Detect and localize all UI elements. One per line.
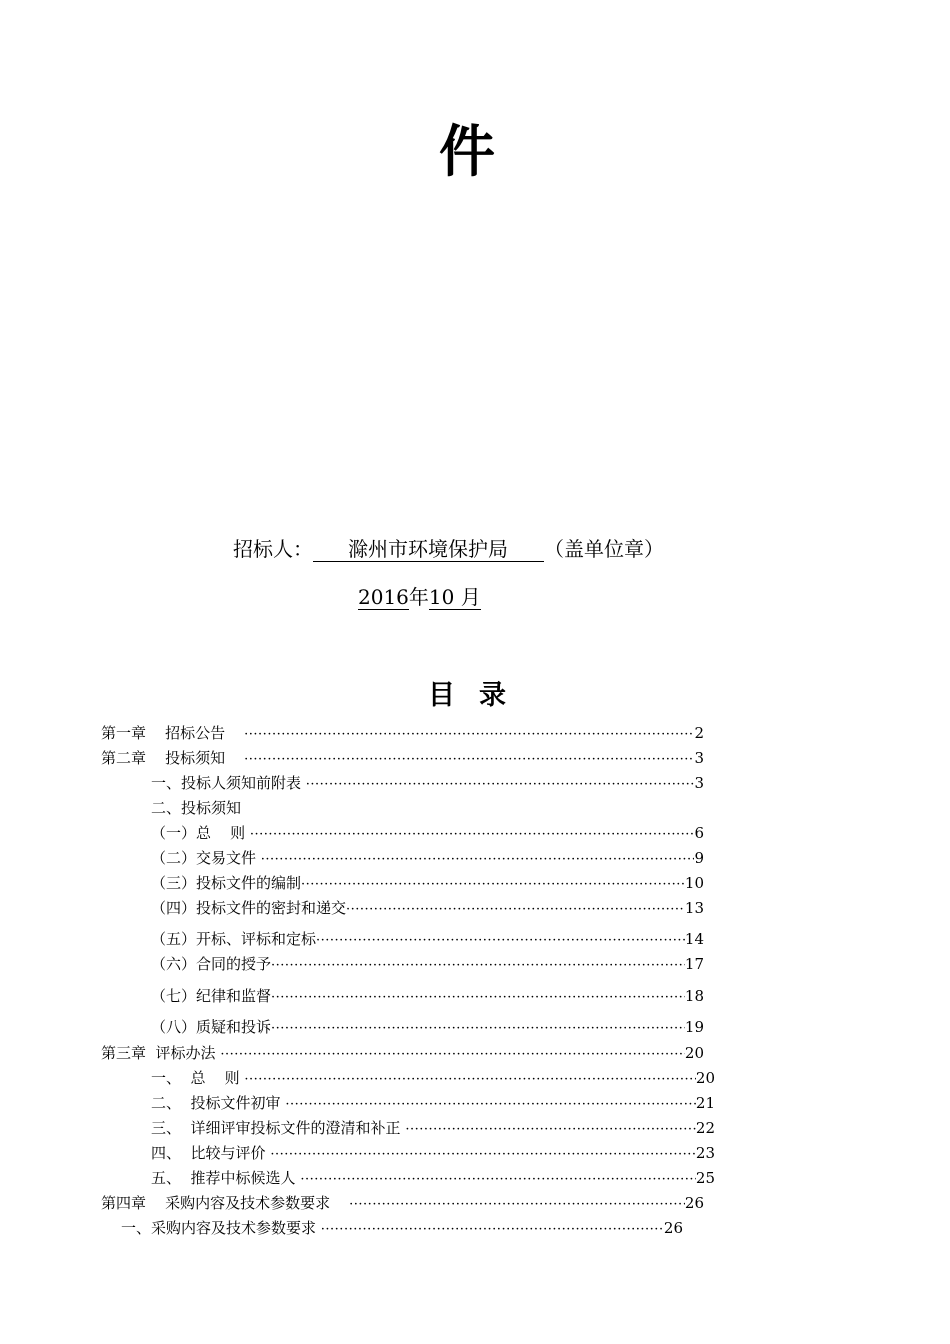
- toc-entry-label: 四、 比较与评价: [151, 1144, 271, 1162]
- toc-leader-dots: [244, 749, 694, 771]
- toc-entry-2-1[interactable]: [151, 772, 704, 794]
- toc-entry-page: 3: [694, 749, 704, 767]
- toc-entry-page: 18: [684, 987, 704, 1005]
- toc-entry-3-1[interactable]: [151, 1067, 715, 1089]
- toc-leader-dots: [270, 1144, 696, 1166]
- date-year-unit: 年: [408, 585, 429, 609]
- toc-entry-3-3[interactable]: [151, 1117, 715, 1139]
- toc-leader-dots: [244, 724, 694, 746]
- toc-entry-page: 20: [684, 1044, 704, 1062]
- toc-entry-4-1[interactable]: [121, 1217, 683, 1239]
- toc-entry-page: 13: [684, 899, 704, 917]
- toc-entry-chapter-2[interactable]: [101, 747, 704, 769]
- toc-entry-2-2-1[interactable]: [151, 822, 704, 844]
- toc-entry-label: （六）合同的授予: [151, 955, 272, 973]
- toc-entry-label: 二、投标须知: [151, 799, 242, 817]
- toc-leader-dots: [220, 1044, 685, 1066]
- toc-entry-page: 2: [694, 724, 704, 742]
- toc-leader-dots: [405, 1119, 696, 1141]
- toc-entry-label: 二、 投标文件初审: [151, 1094, 286, 1112]
- tenderer-name: 滁州市环境保护局: [313, 537, 544, 562]
- toc-entry-page: 14: [684, 930, 704, 948]
- toc-entry-page: 21: [695, 1094, 715, 1112]
- toc-entry-label: 第三章 评标办法: [101, 1044, 221, 1062]
- toc-leader-dots: [271, 987, 685, 1009]
- toc-entry-page: 3: [694, 774, 704, 792]
- toc-entry-chapter-1[interactable]: [101, 722, 704, 744]
- toc-entry-page: 26: [684, 1194, 704, 1212]
- toc-entry-2-2[interactable]: [151, 797, 351, 819]
- toc-entry-page: 26: [663, 1219, 683, 1237]
- toc-entry-page: 17: [684, 955, 704, 973]
- toc-entry-label: （五）开标、评标和定标: [151, 930, 317, 948]
- toc-entry-2-2-2[interactable]: [151, 847, 704, 869]
- toc-leader-dots: [301, 874, 685, 896]
- toc-entry-3-2[interactable]: [151, 1092, 715, 1114]
- toc-entry-label: 第四章 采购内容及技术参数要求: [101, 1194, 350, 1212]
- toc-leader-dots: [321, 1219, 664, 1241]
- toc-entry-2-2-4[interactable]: [151, 897, 704, 919]
- toc-entry-label: 第二章 投标须知: [101, 749, 245, 767]
- issue-date: [358, 583, 481, 611]
- toc-entry-label: （七）纪律和监督: [151, 987, 272, 1005]
- toc-entry-2-2-5[interactable]: [151, 928, 704, 950]
- toc-leader-dots: [346, 899, 685, 921]
- toc-entry-3-5[interactable]: [151, 1167, 715, 1189]
- toc-entry-chapter-4[interactable]: [101, 1192, 704, 1214]
- toc-entry-2-2-3[interactable]: [151, 872, 704, 894]
- toc-leader-dots: [250, 824, 695, 846]
- toc-entry-2-2-8[interactable]: [151, 1016, 704, 1038]
- seal-note: （盖单位章）: [544, 537, 664, 561]
- toc-leader-dots: [271, 955, 685, 977]
- toc-title: 目录: [428, 680, 530, 711]
- toc-leader-dots: [306, 774, 695, 796]
- toc-leader-dots: [261, 849, 695, 871]
- toc-leader-dots: [285, 1094, 696, 1116]
- toc-entry-page: 10: [684, 874, 704, 892]
- tenderer-line: [233, 535, 664, 563]
- toc-entry-label: （一）总 则: [151, 824, 250, 842]
- toc-entry-chapter-3[interactable]: [101, 1042, 704, 1064]
- toc-leader-dots: [244, 1069, 696, 1091]
- toc-entry-label: 第一章 招标公告: [101, 724, 245, 742]
- toc-entry-label: （二）交易文件: [151, 849, 261, 867]
- toc-entry-page: 25: [695, 1169, 715, 1187]
- toc-entry-label: 三、 详细评审投标文件的澄清和补正: [151, 1119, 406, 1137]
- toc-entry-label: （四）投标文件的密封和递交: [151, 899, 347, 917]
- toc-entry-2-2-7[interactable]: [151, 985, 704, 1007]
- toc-entry-page: 22: [695, 1119, 715, 1137]
- toc-leader-dots: [271, 1018, 685, 1040]
- toc-entry-label: （三）投标文件的编制: [151, 874, 302, 892]
- toc-entry-2-2-6[interactable]: [151, 953, 704, 975]
- date-month: 10 月: [428, 585, 481, 609]
- toc-entry-3-4[interactable]: [151, 1142, 715, 1164]
- cover-title-char: 件: [439, 120, 495, 185]
- toc-entry-label: 五、 推荐中标候选人: [151, 1169, 301, 1187]
- toc-entry-label: （八）质疑和投诉: [151, 1018, 272, 1036]
- toc-leader-dots: [349, 1194, 685, 1216]
- toc-entry-label: 一、 总 则: [151, 1069, 245, 1087]
- tenderer-label: 招标人：: [233, 537, 313, 561]
- toc-leader-dots: [316, 930, 685, 952]
- toc-entry-page: 19: [684, 1018, 704, 1036]
- toc-leader-dots: [300, 1169, 696, 1191]
- date-year: 2016: [358, 585, 409, 609]
- toc-entry-page: 20: [695, 1069, 715, 1087]
- toc-entry-page: 6: [694, 824, 704, 842]
- toc-entry-label: 一、采购内容及技术参数要求: [121, 1219, 321, 1237]
- toc-entry-label: 一、投标人须知前附表: [151, 774, 306, 792]
- toc-entry-page: 23: [695, 1144, 715, 1162]
- toc-entry-page: 9: [694, 849, 704, 867]
